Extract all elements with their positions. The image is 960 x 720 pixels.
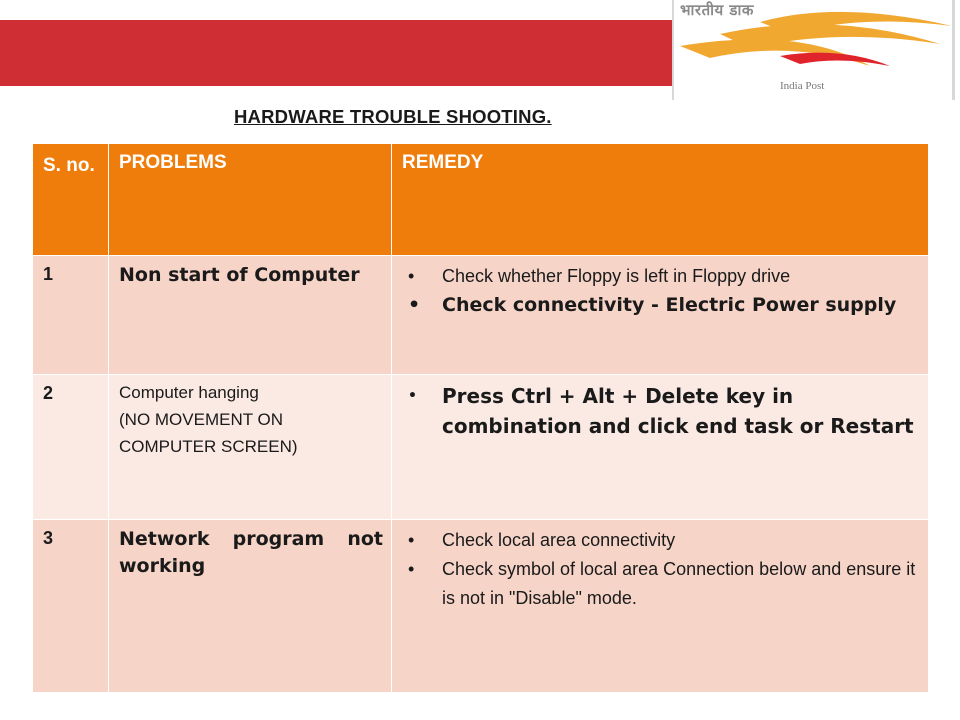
remedy-cell [392, 520, 929, 693]
serial-number: 3 [43, 528, 54, 548]
table-header-row [33, 144, 929, 256]
page-title: HARDWARE TROUBLE SHOOTING. [234, 106, 552, 127]
problem-cell [109, 520, 392, 693]
bullet-icon: • [408, 266, 415, 286]
table-row [33, 520, 929, 693]
sn-cell [33, 256, 109, 375]
remedy-item: • Press Ctrl + Alt + Delete key in combination and click end task or Restart [408, 381, 918, 441]
column-header-sno: S. no. [33, 144, 109, 256]
bullet-icon: • [408, 294, 421, 316]
table-row [33, 375, 929, 520]
remedy-list [392, 375, 928, 441]
remedy-list [392, 520, 928, 613]
problem-cell [109, 256, 392, 375]
remedy-item: • Check whether Floppy is left in Floppy drive [408, 262, 918, 291]
remedy-item: • Check connectivity - Electric Power supply [408, 291, 918, 320]
sn-cell [33, 375, 109, 520]
problem-cell [109, 375, 392, 520]
logo-text: India Post [780, 80, 825, 92]
serial-number: 2 [43, 383, 54, 403]
remedy-item: • Check local area connectivity [408, 526, 918, 555]
remedy-cell [392, 256, 929, 375]
bullet-icon: • [408, 530, 415, 550]
remedy-cell [392, 375, 929, 520]
serial-number: 1 [43, 264, 54, 284]
problem-text: Network program not working [119, 528, 383, 577]
remedy-list [392, 256, 928, 320]
remedy-item: • Check symbol of local area Connection below and ensure it is not in "Disable" mode. [408, 555, 918, 613]
bullet-icon: • [408, 388, 417, 404]
problem-text: Computer hanging (NO MOVEMENT ON COMPUTER SCREEN) [119, 383, 298, 456]
sn-cell [33, 520, 109, 693]
column-header-problems: PROBLEMS [109, 144, 392, 256]
logo-hindi-text: भारतीय डाक [680, 1, 754, 19]
problem-text: Non start of Computer [119, 264, 360, 286]
bullet-icon: • [408, 559, 415, 579]
troubleshooting-table [32, 143, 929, 693]
table-row [33, 256, 929, 375]
column-header-remedy: REMEDY [392, 144, 929, 256]
